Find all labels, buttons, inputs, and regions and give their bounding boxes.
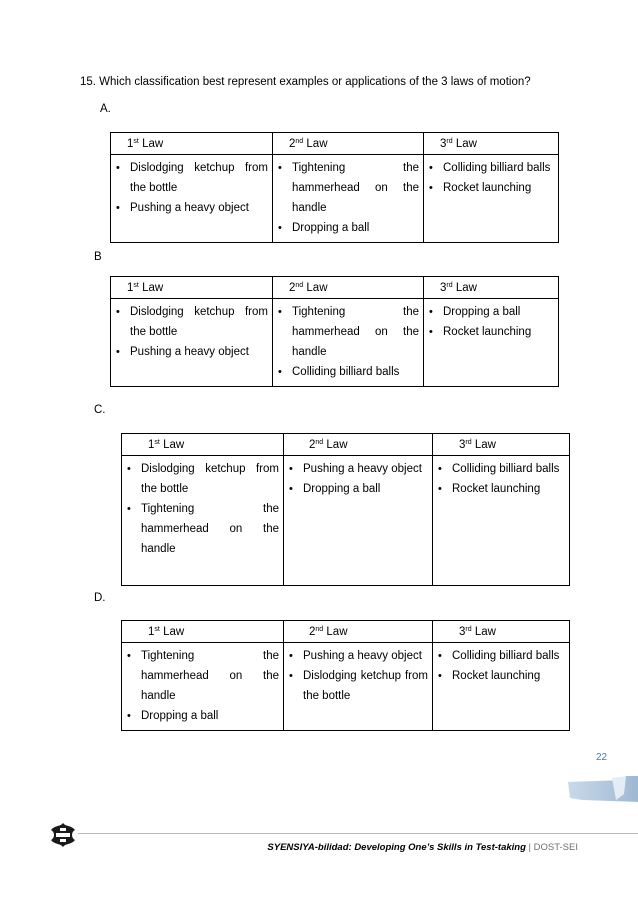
header-third-law: 3rd Law [433,434,570,456]
first-law-cell [122,643,284,731]
third-law-cell [424,155,559,243]
bullet-icon: • [116,202,120,214]
list-item: • Dropping a ball [273,218,419,238]
header-third-law: 3rd Law [424,277,559,299]
header-third-law: 3rd Law [424,133,559,155]
bullet-icon: • [429,182,433,194]
bullet-icon: • [116,162,120,174]
option-a-label: A. [100,103,111,115]
second-law-cell [284,643,433,731]
bullet-icon: • [127,463,131,475]
header-second-law: 2nd Law [284,434,433,456]
bullet-icon: • [116,306,120,318]
bullet-icon: • [289,483,293,495]
bullet-icon: • [278,366,282,378]
bullet-icon: • [278,306,282,318]
bullet-icon: • [289,463,293,475]
footer-text [267,842,578,853]
list-item: • Pushing a heavy object [284,459,428,479]
header-first-law: 1st Law [111,133,273,155]
second-law-cell [284,456,433,586]
list-item: • Dislodging ketchup from the bottle [111,302,268,342]
header-first-law: 1st Law [111,277,273,299]
bullet-icon: • [116,346,120,358]
third-law-cell [433,643,570,731]
list-item: • Rocket launching [424,322,554,342]
list-item: • Colliding billiard balls [273,362,419,382]
question-text: 15. Which classification best represent examples or applications of the 3 laws of motion? [80,76,531,88]
footer-rule [78,833,638,834]
option-b-label: B [94,251,102,263]
bullet-icon: • [127,710,131,722]
second-law-cell [273,155,424,243]
list-item: • Colliding billiard balls [433,646,565,666]
list-item: • Dropping a ball [122,706,279,726]
bullet-icon: • [429,162,433,174]
first-law-cell [111,155,273,243]
first-law-cell [111,299,273,387]
option-b-table [110,276,559,387]
list-item: • Tightening the hammerhead on the handle [122,499,279,559]
list-item: • Tightening the hammerhead on the handle [122,646,279,706]
list-item: • Dislodging ketchup from the bottle [111,158,268,198]
footer-title: SYENSIYA-bilidad: Developing One’s Skills in Test-taking [267,842,526,853]
bullet-icon: • [289,650,293,662]
footer-org: DOST-SEI [533,842,578,853]
header-third-law: 3rd Law [433,621,570,643]
bullet-icon: • [278,222,282,234]
third-law-cell [424,299,559,387]
option-d-label: D. [94,592,106,604]
option-c-table [121,433,570,586]
page-corner-decoration [568,776,638,802]
option-d-table [121,620,570,731]
header-first-law: 1st Law [122,434,284,456]
bullet-icon: • [289,670,293,682]
second-law-cell [273,299,424,387]
list-item: • Pushing a heavy object [111,198,268,218]
page-number: 22 [596,752,608,763]
list-item: • Tightening the hammerhead on the handle [273,302,419,362]
bullet-icon: • [438,650,442,662]
list-item: • Tightening the hammerhead on the handle [273,158,419,218]
list-item: • Colliding billiard balls [433,459,565,479]
list-item: • Rocket launching [433,666,565,686]
bullet-icon: • [278,162,282,174]
list-item: • Dislodging ketchup from the bottle [122,459,279,499]
list-item: • Dropping a ball [424,302,554,322]
list-item: • Rocket launching [424,178,554,198]
list-item: • Dropping a ball [284,479,428,499]
third-law-cell [433,456,570,586]
footer-separator: | [528,842,532,853]
bullet-icon: • [127,650,131,662]
bullet-icon: • [127,503,131,515]
list-item: • Colliding billiard balls [424,158,554,178]
bullet-icon: • [429,306,433,318]
first-law-cell [122,456,284,586]
bullet-icon: • [438,463,442,475]
dost-logo-icon [50,822,76,848]
option-c-label: C. [94,404,106,416]
bullet-icon: • [438,483,442,495]
header-second-law: 2nd Law [273,277,424,299]
header-second-law: 2nd Law [273,133,424,155]
list-item: • Rocket launching [433,479,565,499]
list-item: • Pushing a heavy object [111,342,268,362]
list-item: • Dislodging ketchup from the bottle [284,666,428,706]
bullet-icon: • [429,326,433,338]
bullet-icon: • [438,670,442,682]
header-second-law: 2nd Law [284,621,433,643]
option-a-table [110,132,559,243]
header-first-law: 1st Law [122,621,284,643]
list-item: • Pushing a heavy object [284,646,428,666]
